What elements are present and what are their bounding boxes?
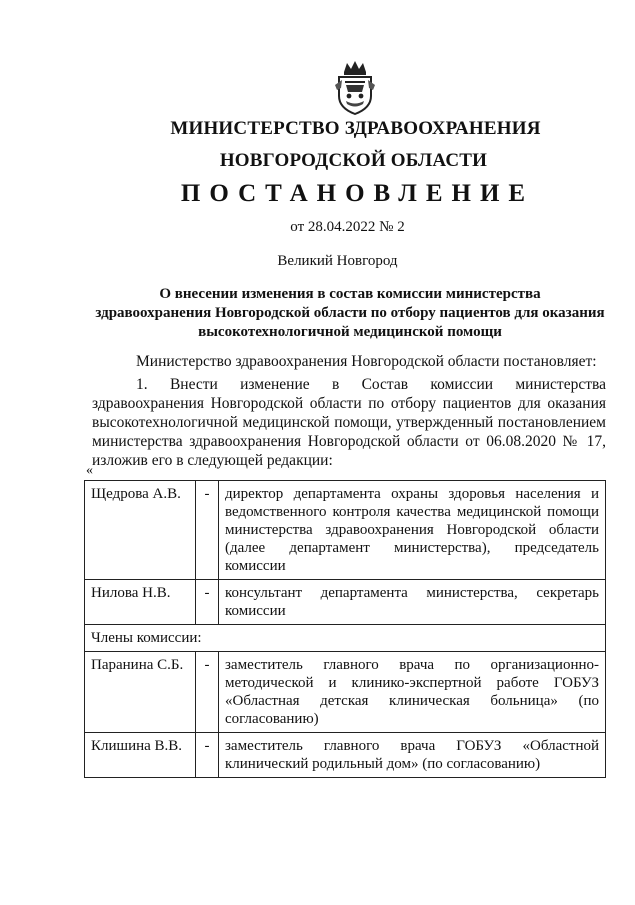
city: Великий Новгород bbox=[277, 253, 398, 269]
dash-cell: - bbox=[196, 652, 219, 733]
date-line bbox=[30, 219, 635, 236]
document-date: 28.04.2022 bbox=[307, 219, 376, 235]
commission-table bbox=[84, 480, 606, 778]
subject-line: О внесении изменения в состав комиссии министерства bbox=[159, 286, 541, 302]
subject-line: высокотехнологичной медицинской помощи bbox=[198, 324, 502, 340]
table-row bbox=[85, 625, 606, 652]
table-row bbox=[85, 652, 606, 733]
clause-paragraph: 1. Внести изменение в Состав комиссии министерства здравоохранения Новгородской области по отбору пациентов для оказания высокотехнологичной медицинской помощи, утвержденный постановлением министерства здравоохранения Новгородской области от 06.08.2020 № 17, изложив его в следующей редакции: bbox=[92, 376, 606, 469]
date-prefix: от bbox=[290, 219, 305, 235]
dash-cell: - bbox=[196, 733, 219, 778]
opening-quote: « bbox=[86, 463, 93, 478]
document-subject bbox=[95, 285, 605, 342]
intro-paragraph: Министерство здравоохранения Новгородской области постановляет: bbox=[136, 353, 597, 370]
document-number: 2 bbox=[397, 219, 405, 235]
member-role: консультант департамента министерства, секретарь комиссии bbox=[219, 580, 606, 625]
table-row bbox=[85, 580, 606, 625]
subject-line: здравоохранения Новгородской области по отбору пациентов для оказания bbox=[95, 305, 605, 321]
number-prefix: № bbox=[379, 219, 394, 235]
dash-cell: - bbox=[196, 481, 219, 580]
member-name: Нилова Н.В. bbox=[85, 580, 196, 625]
coat-of-arms-icon bbox=[332, 58, 378, 116]
member-name: Паранина С.Б. bbox=[85, 652, 196, 733]
document-type-title: ПОСТАНОВЛЕНИЕ bbox=[180, 180, 535, 207]
table-row bbox=[85, 481, 606, 580]
ministry-name-line1: МИНИСТЕРСТВО ЗДРАВООХРАНЕНИЯ bbox=[170, 118, 541, 139]
table-row bbox=[85, 733, 606, 778]
ministry-name-line2: НОВГОРОДСКОЙ ОБЛАСТИ bbox=[219, 150, 488, 171]
member-name: Клишина В.В. bbox=[85, 733, 196, 778]
members-heading: Члены комиссии: bbox=[85, 625, 606, 652]
member-role: заместитель главного врача ГОБУЗ «Областной клинический родильный дом» (по согласованию) bbox=[219, 733, 606, 778]
member-name: Щедрова А.В. bbox=[85, 481, 196, 580]
dash-cell: - bbox=[196, 580, 219, 625]
member-role: заместитель главного врача по организационно-методической и клинико-экспертной работе ГОБУЗ «Областная детская клиническая больница» (по согласованию) bbox=[219, 652, 606, 733]
member-role: директор департамента охраны здоровья населения и ведомственного контроля качества медицинской помощи министерства здравоохранения Новгородской области (далее департамент министерства), председатель комиссии bbox=[219, 481, 606, 580]
